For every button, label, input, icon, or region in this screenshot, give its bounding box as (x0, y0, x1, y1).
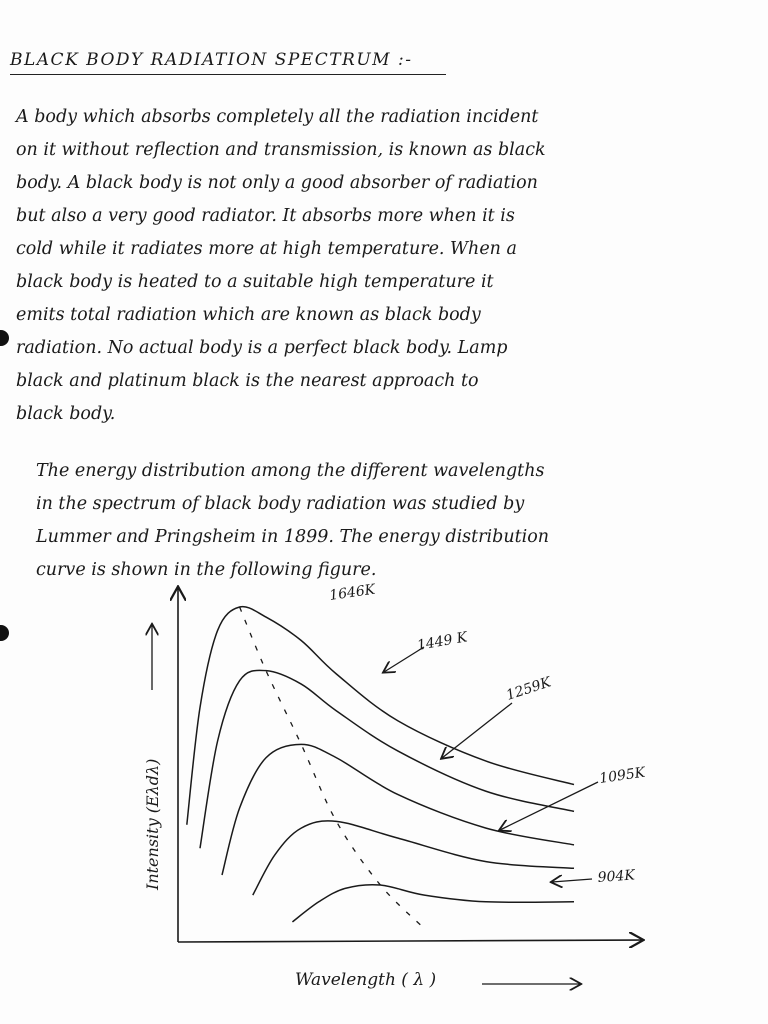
paragraph-line: radiation. No actual body is a perfect black body. Lamp (16, 338, 508, 358)
paragraph-line: but also a very good radiator. It absorbs more when it is (16, 206, 515, 226)
temperature-label: 1646K (328, 581, 377, 604)
x-axis (178, 940, 642, 942)
paragraph-line: The energy distribution among the different wavelengths (36, 461, 545, 481)
temperature-label: 1449 K (415, 629, 469, 654)
peak-locus-line (240, 607, 425, 929)
x-axis-label: Wavelength ( λ ) (295, 970, 437, 990)
paragraph-line: body. A black body is not only a good absorber of radiation (16, 173, 538, 193)
temperature-label: 904K (597, 867, 636, 886)
label-leader-arrow (500, 782, 598, 830)
paragraph-line: A body which absorbs completely all the radiation incident (16, 107, 539, 127)
temperature-label: 1095K (598, 764, 647, 787)
y-axis-label: Intensity (Eλdλ) (143, 758, 162, 890)
paragraph-line: in the spectrum of black body radiation was studied by (36, 494, 525, 514)
paragraph-line: on it without reflection and transmission, is known as black (16, 140, 546, 160)
page-title: BLACK BODY RADIATION SPECTRUM :- (10, 50, 413, 70)
curve-1646K (187, 607, 574, 825)
paragraph-line: emits total radiation which are known as black body (16, 305, 481, 325)
paragraph-line: cold while it radiates more at high temperature. When a (16, 239, 517, 259)
paragraph-line: black body. (16, 404, 116, 424)
label-leader-arrow (442, 703, 512, 758)
paragraph-line: black and platinum black is the nearest approach to (16, 371, 479, 391)
paragraph-line: Lummer and Pringsheim in 1899. The energy distribution (36, 527, 550, 547)
label-leader-arrow (384, 647, 424, 672)
curve-1095K (253, 821, 574, 895)
paragraph-line: black body is heated to a suitable high temperature it (16, 272, 494, 292)
paragraph-line: curve is shown in the following figure. (36, 560, 377, 580)
curve-904K (292, 885, 574, 922)
temperature-label: 1259K (504, 674, 554, 704)
label-leader-arrow (552, 879, 592, 882)
